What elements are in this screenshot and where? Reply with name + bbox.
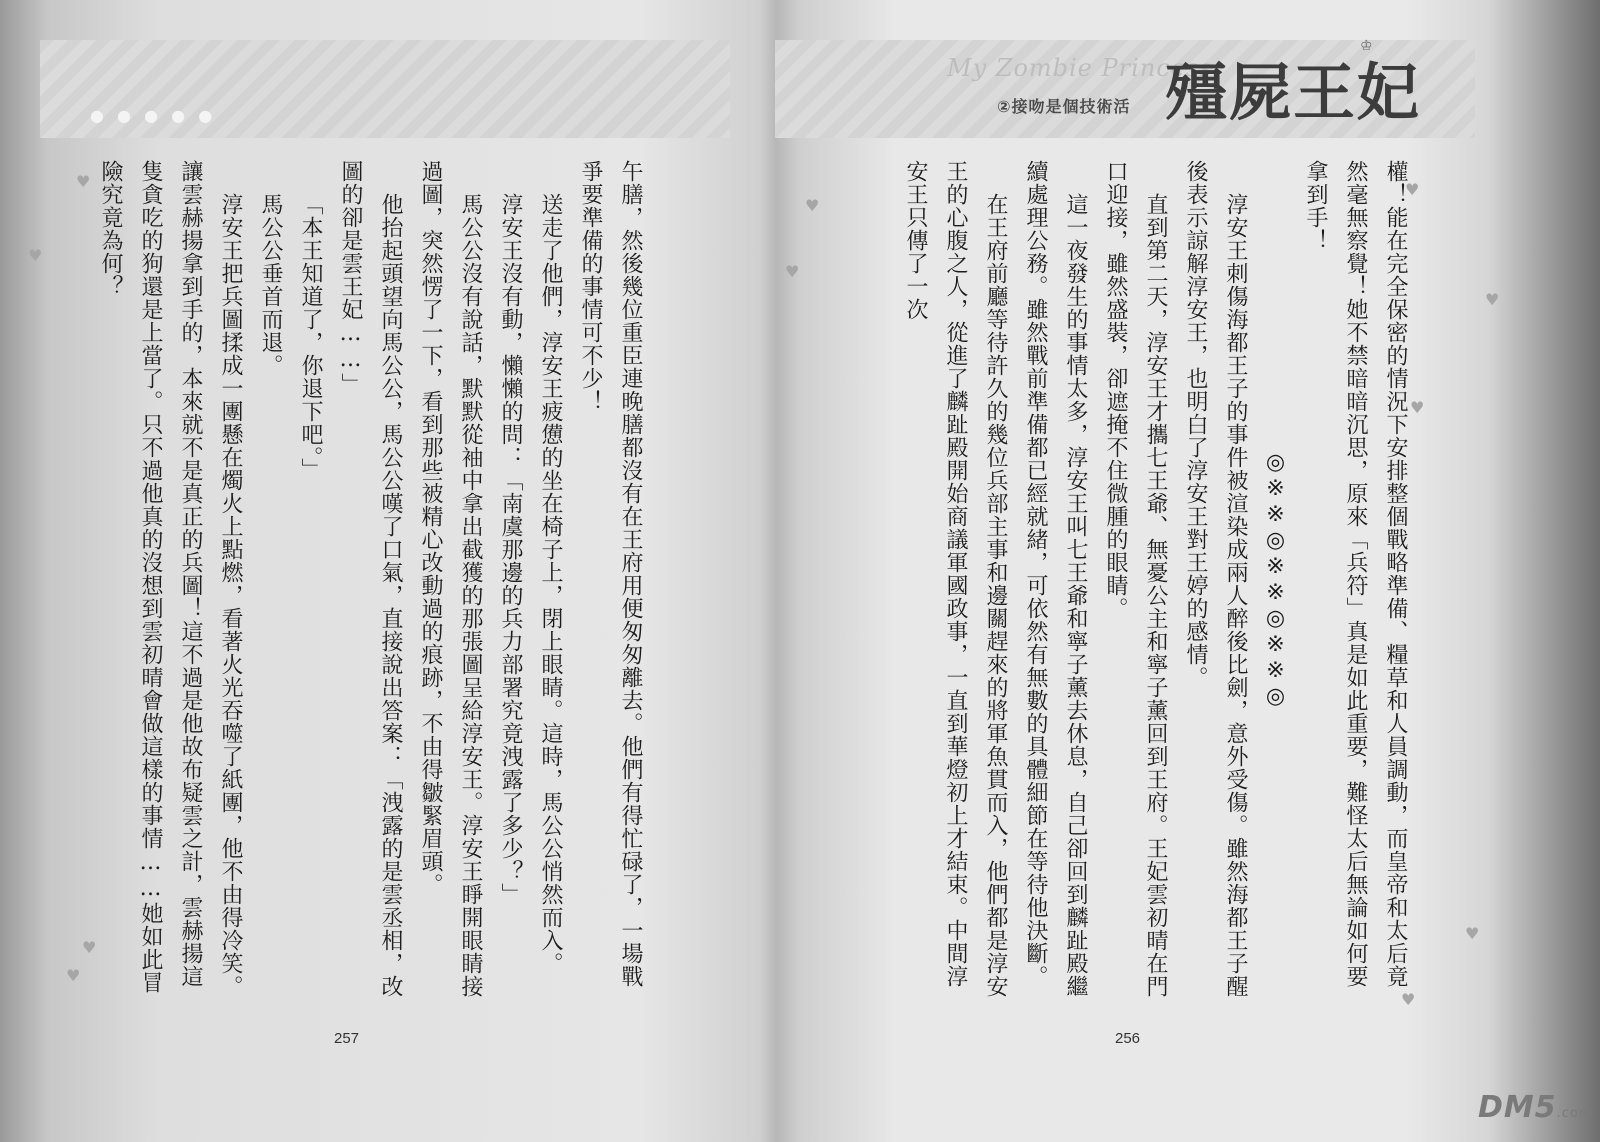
paragraph: 淳安王把兵圖揉成一團懸在燭火上點燃，看著火光吞噬了紙團，他不由得冷笑。讓雲赫揚拿到手的，本來就不是真正的兵圖！這不過是他故布疑雲之計，雲赫揚這隻貪吃的狗還是上當了。只不過他真的沒想到雲初晴會做這樣的事情……她如此冒險究竟為何？ [98, 160, 243, 998]
decorative-dots: ● ● ● ● ● [90, 106, 217, 125]
paragraph: 在王府前廳等待許久的幾位兵部主事和邊關趕來的將軍魚貫而入，他們都是淳安王的心腹之人，從進了麟趾殿開始商議軍國政事，一直到華燈初上才結束。中間淳安王只傳了一次 [903, 160, 1008, 998]
left-page [0, 0, 760, 1142]
heart-icon: ♥ [785, 262, 800, 281]
paragraph: 「本王知道了，你退下吧。」 [298, 193, 323, 481]
volume-subtitle: ②接吻是個技術活 [997, 97, 1131, 116]
heart-icon: ♥ [1485, 290, 1500, 309]
paragraph: 這一夜發生的事情太多，淳安王叫七王爺和寧子薰去休息，自己卻回到麟趾殿繼續處理公務。雖然戰前準備都已經就緒，可依然有無數的具體細節在等待他決斷。 [1023, 160, 1088, 998]
heart-icon: ♥ [805, 196, 820, 215]
book-title: 殭屍王妃 [1165, 56, 1422, 129]
heart-icon: ♥ [76, 172, 91, 191]
crown-icon: ♔ [1360, 38, 1373, 54]
paragraph: 淳安王刺傷海都王子的事件被渲染成兩人醉後比劍，意外受傷。雖然海都王子醒後表示諒解淳安王，也明白了淳安王對王婷的感情。 [1183, 160, 1248, 998]
paragraph: 淳安王沒有動，懶懶的問：「南虞那邊的兵力部署究竟洩露了多少？」 [498, 193, 523, 906]
paragraph: 送走了他們，淳安王疲憊的坐在椅子上，閉上眼睛。這時，馬公公悄然而入。 [538, 193, 563, 975]
page-number: 256 [1115, 1030, 1141, 1047]
paragraph: 馬公公垂首而退。 [258, 193, 283, 377]
paragraph: 馬公公沒有說話，默默從袖中拿出截獲的那張圖呈給淳安王。淳安王睜開眼睛接過圖，突然愣了一下，看到那些被精心改動過的痕跡，不由得皺緊眉頭。 [418, 160, 483, 998]
heart-icon: ♥ [28, 246, 43, 265]
heart-icon: ♥ [1401, 990, 1416, 1009]
page-number: 257 [334, 1030, 360, 1047]
site-watermark: DM5.com [1478, 1090, 1593, 1125]
right-text-block [855, 160, 1415, 1000]
paragraph: 他抬起頭望向馬公公，馬公公嘆了口氣，直接說出答案：「洩露的是雲丞相，改圖的卻是雲王妃……」 [338, 160, 403, 998]
series-title-en: My Zombie Princess [947, 54, 1213, 82]
left-text-block [98, 160, 650, 1000]
heart-icon: ♥ [1405, 180, 1420, 199]
paragraph: 權！能在完全保密的情況下安排整個戰略準備、糧草和人員調動，而皇帝和太后竟然毫無察覺！她不禁暗暗沉思，原來「兵符」真是如此重要，難怪太后無論如何要拿到手！ [1303, 160, 1408, 988]
heart-icon: ♥ [66, 966, 81, 985]
right-page [765, 0, 1555, 1142]
paragraph: ◎※※◎※※◎※※◎ [1263, 450, 1288, 710]
paragraph: 午膳，然後幾位重臣連晚膳都沒有在王府用便匆匆離去。他們有得忙碌了，一場戰爭要準備的事情可不少！ [578, 160, 643, 988]
heart-icon: ♥ [1465, 924, 1480, 943]
paragraph: 直到第二天，淳安王才攜七王爺、無憂公主和寧子薰回到王府。王妃雲初晴在門口迎接，雖然盛裝，卻遮掩不住微腫的眼睛。 [1103, 160, 1168, 998]
heart-icon: ♥ [1410, 398, 1425, 417]
heart-icon: ♥ [82, 938, 97, 957]
